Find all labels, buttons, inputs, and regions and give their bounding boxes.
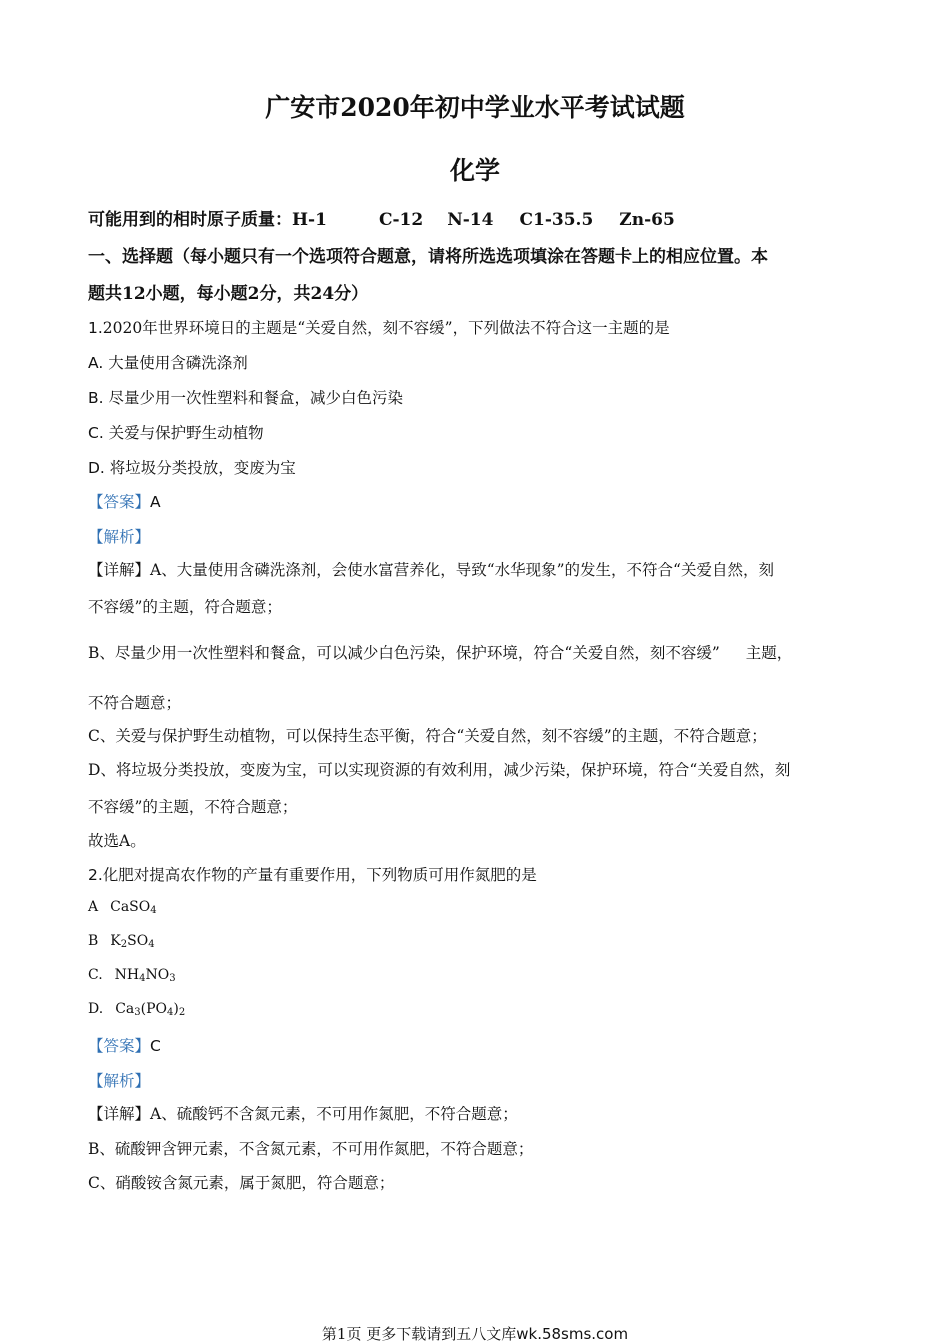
question-1-number: 1. bbox=[88, 319, 103, 337]
question-2-detail-line: B、硫酸钾含钾元素，不含氮元素，不可用作氮肥，不符合题意； bbox=[88, 1140, 534, 1158]
atomic-masses-label: 可能用到的相时原子质量： bbox=[88, 210, 292, 230]
question-2-option-d: D. $Ca_3(PO_4)_2$ bbox=[88, 1001, 186, 1018]
question-2-analysis-label: 【解析】 bbox=[88, 1072, 151, 1090]
answer-label: 【答案】 bbox=[88, 493, 151, 511]
answer-value: A bbox=[150, 493, 161, 511]
question-1-option-b: B. 尽量少用一次性塑料和餐盒，减少白色污染 bbox=[88, 389, 403, 407]
mass-h: H-1 bbox=[292, 210, 327, 230]
question-2-detail-line: 【详解】A、硫酸钙不含氮元素，不可用作氮肥，不符合题意； bbox=[88, 1105, 518, 1123]
question-1-conclusion: 故选A。 bbox=[88, 832, 146, 850]
mass-n: N-14 bbox=[447, 210, 494, 230]
question-1-answer bbox=[88, 490, 161, 512]
question-1-text: 2020年世界环境日的主题是“关爱自然，刻不容缓”，下列做法不符合这一主题的是 bbox=[102, 319, 670, 337]
mass-zn: Zn-65 bbox=[619, 210, 675, 230]
answer-value: C bbox=[150, 1037, 161, 1055]
question-2-option-b: B $K_2SO_4$ bbox=[88, 933, 155, 950]
question-2-text: 化肥对提高农作物的产量有重要作用，下列物质可用作氮肥的是 bbox=[102, 866, 537, 884]
question-1-detail-line: B、尽量少用一次性塑料和餐盒，可以减少白色污染，保护环境，符合“关爱自然，刻不容缓” 主题， bbox=[88, 644, 793, 662]
question-2-option-c: C. $NH_4NO_3$ bbox=[88, 967, 176, 984]
question-1-option-a: A. 大量使用含磷洗涤剂 bbox=[88, 354, 248, 372]
section-heading-line-2: 题共12小题，每小题2分，共24分） bbox=[88, 284, 369, 304]
page-footer bbox=[0, 1323, 950, 1344]
section-heading-line-1: 一、选择题（每小题只有一个选项符合题意，请将所选选项填涂在答题卡上的相应位置。本 bbox=[88, 247, 768, 267]
question-2-detail-line: C、硝酸铵含氮元素，属于氮肥，符合题意； bbox=[88, 1174, 395, 1192]
question-2-option-a: A CaSO$_4$ bbox=[88, 899, 157, 916]
question-1-detail-line: 不容缓”的主题，符合题意； bbox=[88, 598, 282, 616]
question-1-option-c: C. 关爱与保护野生动植物 bbox=[88, 424, 264, 442]
question-2-answer bbox=[88, 1034, 161, 1056]
atomic-masses-line bbox=[88, 205, 675, 230]
subject-title: 化学 bbox=[449, 156, 500, 185]
exam-title: 广安市2020年初中学业水平考试试题 bbox=[265, 93, 685, 122]
question-1-detail-line: C、关爱与保护野生动植物，可以保持生态平衡，符合“关爱自然，刻不容缓”的主题，不符合题意； bbox=[88, 727, 767, 745]
question-2-stem bbox=[88, 863, 537, 885]
question-1-detail-line: 不符合题意； bbox=[88, 694, 182, 712]
mass-cl: C1-35.5 bbox=[519, 210, 594, 230]
question-1-detail-line: D、将垃圾分类投放，变废为宝，可以实现资源的有效利用，减少污染，保护环境，符合“关爱自然，刻 bbox=[88, 761, 791, 779]
footer-text: 第1页 更多下载请到五八文库 bbox=[321, 1325, 517, 1343]
mass-c: C-12 bbox=[378, 210, 424, 230]
footer-site-link[interactable]: wk.58sms.com bbox=[516, 1325, 629, 1343]
question-1-stem bbox=[88, 316, 670, 338]
question-1-detail-line: 【详解】A、大量使用含磷洗涤剂，会使水富营养化，导致“水华现象”的发生，不符合“关爱自然，刻 bbox=[88, 561, 774, 579]
question-1-analysis-label: 【解析】 bbox=[88, 528, 151, 546]
question-1-detail-line: 不容缓”的主题，不符合题意； bbox=[88, 798, 298, 816]
answer-label: 【答案】 bbox=[88, 1037, 151, 1055]
question-1-option-d: D. 将垃圾分类投放，变废为宝 bbox=[88, 459, 296, 477]
question-2-number: 2. bbox=[88, 866, 103, 884]
